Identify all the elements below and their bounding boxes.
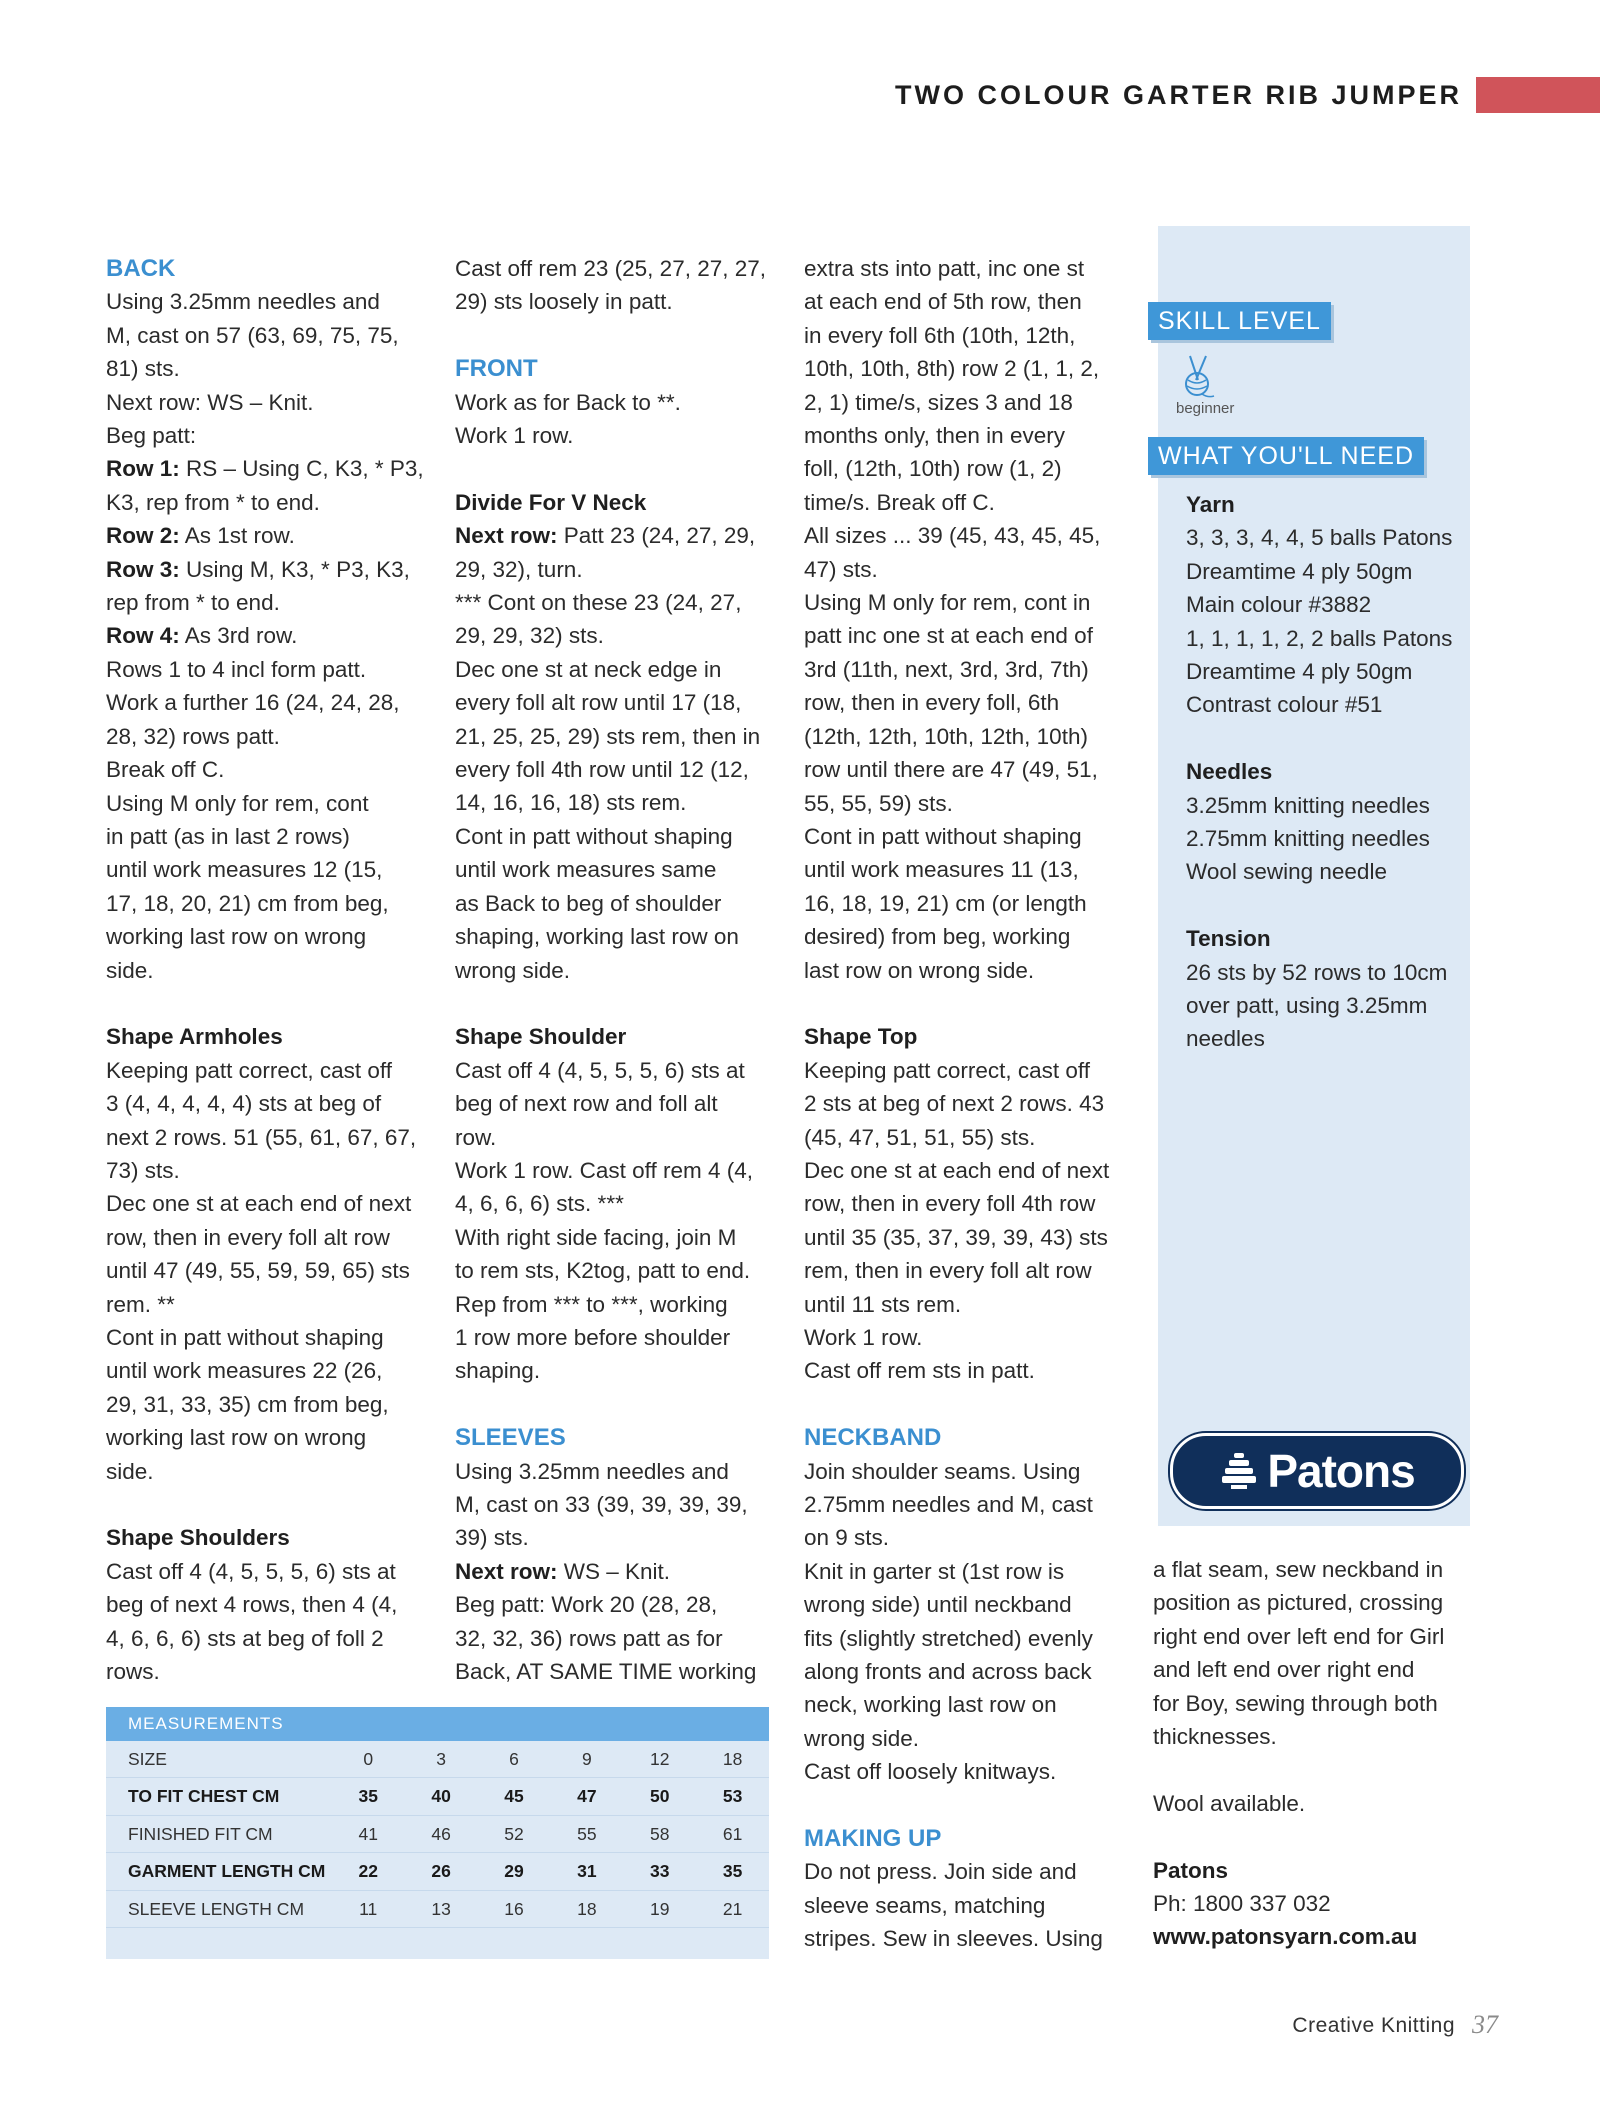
- column-sleeves-neckband: [804, 252, 1124, 1956]
- text-line: a flat seam, sew neckband in: [1153, 1557, 1444, 1582]
- text-line: until work measures 11 (13,: [804, 857, 1079, 883]
- row-instruction: [106, 452, 436, 485]
- cell: 11: [359, 1898, 378, 1919]
- row-label: Row 2:: [106, 523, 180, 549]
- cell: 18: [577, 1898, 597, 1919]
- text-line: row.: [455, 1124, 497, 1150]
- row-instruction: [455, 1555, 785, 1588]
- text-line: Back, AT SAME TIME working: [455, 1659, 757, 1684]
- cell: 61: [722, 1823, 743, 1844]
- text-line: rem. **: [106, 1291, 175, 1317]
- text-line: until 47 (49, 55, 59, 59, 65) sts: [106, 1258, 410, 1284]
- text-line: 4, 6, 6, 6) sts at beg of foll 2: [106, 1625, 384, 1651]
- text-line: Cont in patt without shaping: [804, 823, 1082, 849]
- row-label: FINISHED FIT CM: [128, 1823, 273, 1844]
- text-line: Work a further 16 (24, 24, 28,: [106, 690, 400, 716]
- text-line: desired) from beg, working: [804, 924, 1071, 950]
- cell: 31: [577, 1861, 597, 1882]
- text-line: working last row on wrong: [106, 924, 367, 950]
- cell: 50: [649, 1786, 670, 1807]
- row-label: TO FIT CHEST CM: [128, 1786, 280, 1807]
- cell: 53: [722, 1786, 743, 1807]
- text-line: 3rd (11th, next, 3rd, 3rd, 7th): [804, 656, 1089, 682]
- text-line: Cast off 4 (4, 5, 5, 5, 6) sts at: [106, 1558, 396, 1584]
- text-line: Join shoulder seams. Using: [804, 1458, 1081, 1484]
- text-line: Dreamtime 4 ply 50gm: [1186, 558, 1413, 584]
- text-line: Beg patt:: [106, 423, 197, 449]
- cell: 6: [509, 1749, 519, 1769]
- text-line: Using 3.25mm needles and: [106, 289, 380, 315]
- what-youll-need-tab: WHAT YOU'LL NEED: [1148, 437, 1424, 475]
- logo-wordmark: Patons: [1267, 1445, 1415, 1497]
- text-line: Rep from *** to ***, working: [455, 1291, 728, 1317]
- text-line: beg of next 4 rows, then 4 (4,: [106, 1592, 398, 1618]
- text-line: Work 1 row.: [804, 1324, 923, 1350]
- text-line: 29, 32), turn.: [455, 556, 583, 582]
- text-line: side.: [106, 957, 154, 983]
- text-line: 73) sts.: [106, 1157, 180, 1183]
- cell: 45: [504, 1786, 524, 1807]
- row-label: SLEEVE LENGTH CM: [128, 1898, 305, 1919]
- row-label: Row 3:: [106, 556, 180, 582]
- patons-logo: [1170, 1433, 1464, 1509]
- subheading-shape-shoulders: Shape Shoulders: [106, 1525, 290, 1551]
- text-line: for Boy, sewing through both: [1153, 1690, 1438, 1716]
- text-line: Using 3.25mm needles and: [455, 1458, 729, 1484]
- text-line: K3, rep from * to end.: [106, 489, 320, 515]
- text-line: Cast off 4 (4, 5, 5, 5, 6) sts at: [455, 1057, 745, 1083]
- cell: 29: [504, 1861, 524, 1882]
- measurements-table: [106, 1707, 769, 1959]
- text-line: 2.75mm knitting needles: [1186, 826, 1430, 852]
- text-line: Work 1 row. Cast off rem 4 (4,: [455, 1157, 754, 1183]
- text-line: Cont in patt without shaping: [455, 823, 733, 849]
- text-line: 16, 18, 19, 21) cm (or length: [804, 890, 1087, 916]
- cell: 12: [649, 1749, 670, 1769]
- text-line: until work measures same: [455, 857, 717, 883]
- text-line: wrong side.: [455, 957, 571, 983]
- tension-heading: Tension: [1186, 926, 1271, 952]
- cell: 33: [649, 1861, 670, 1882]
- text-line: row, then in every foll alt row: [106, 1224, 390, 1250]
- text-line: Do not press. Join side and: [804, 1859, 1077, 1885]
- subheading-shape-armholes: Shape Armholes: [106, 1024, 283, 1050]
- row-text: Patt 23 (24, 27, 29,: [557, 523, 756, 549]
- section-heading-back: BACK: [106, 255, 176, 282]
- row-label: Row 1:: [106, 456, 180, 482]
- section-heading-neckband: NECKBAND: [804, 1424, 942, 1452]
- text-line: Beg patt: Work 20 (28, 28,: [455, 1592, 718, 1618]
- text-line: Dec one st at each end of next: [106, 1191, 412, 1217]
- text-line: Keeping patt correct, cast off: [106, 1057, 392, 1083]
- text-line: (12th, 12th, 10th, 12th, 10th): [804, 723, 1088, 749]
- text-line: 32, 32, 36) rows patt as for: [455, 1625, 723, 1651]
- text-line: 17, 18, 20, 21) cm from beg,: [106, 890, 389, 916]
- text-line: Dreamtime 4 ply 50gm: [1186, 659, 1413, 685]
- page-header-title: TWO COLOUR GARTER RIB JUMPER: [895, 80, 1462, 110]
- text-line: in patt (as in last 2 rows): [106, 823, 350, 849]
- text-line: patt inc one st at each end of: [804, 623, 1093, 649]
- text-line: wrong side) until neckband: [804, 1592, 1072, 1618]
- text-line: stripes. Sew in sleeves. Using: [804, 1926, 1103, 1952]
- text-line: foll, (12th, 10th) row (1, 2): [804, 456, 1062, 482]
- company-website[interactable]: www.patonsyarn.com.au: [1153, 1924, 1418, 1950]
- text-line: 21, 25, 25, 29) sts rem, then in: [455, 723, 761, 749]
- text-line: Cast off loosely knitways.: [804, 1759, 1057, 1785]
- text-line: months only, then in every: [804, 423, 1065, 449]
- text-line: 3.25mm knitting needles: [1186, 792, 1430, 818]
- text-line: 47) sts.: [804, 556, 878, 582]
- cell: 9: [581, 1749, 592, 1769]
- text-line: and left end over right end: [1153, 1657, 1415, 1683]
- text-line: Cont in patt without shaping: [106, 1324, 384, 1350]
- yarn-heading: Yarn: [1186, 492, 1235, 517]
- cell: 52: [504, 1823, 524, 1844]
- text-line: Work as for Back to **.: [455, 389, 681, 415]
- text-line: Cast off rem sts in patt.: [804, 1358, 1035, 1384]
- row-instruction: [106, 519, 436, 552]
- row-instruction: [106, 553, 436, 586]
- text-line: to rem sts, K2tog, patt to end.: [455, 1258, 751, 1284]
- text-line: over patt, using 3.25mm: [1186, 993, 1428, 1019]
- text-line: next 2 rows. 51 (55, 61, 67, 67,: [106, 1124, 417, 1150]
- text-line: Knit in garter st (1st row is: [804, 1558, 1065, 1584]
- text-line: until 35 (35, 37, 39, 39, 43) sts: [804, 1224, 1108, 1250]
- cell: 26: [431, 1861, 451, 1882]
- text-line: 2.75mm needles and M, cast: [804, 1492, 1093, 1517]
- row-instruction: [106, 619, 436, 652]
- text-line: 29, 29, 32) sts.: [455, 623, 604, 649]
- text-line: in every foll 6th (10th, 12th,: [804, 322, 1076, 348]
- row-text: As 3rd row.: [179, 623, 298, 649]
- text-line: at each end of 5th row, then: [804, 289, 1082, 315]
- text-line: 29) sts loosely in patt.: [455, 289, 673, 315]
- text-line: rows.: [106, 1659, 160, 1685]
- text-line: on 9 sts.: [804, 1525, 890, 1551]
- section-heading-sleeves: SLEEVES: [455, 1424, 566, 1452]
- row-label: Next row:: [455, 523, 558, 549]
- cell: 13: [431, 1898, 451, 1919]
- text-line: 26 sts by 52 rows to 10cm: [1186, 959, 1448, 985]
- text-line: Cast off rem 23 (25, 27, 27, 27,: [455, 256, 767, 281]
- text-line: beg of next row and foll alt: [455, 1091, 718, 1117]
- text-line: Work 1 row.: [455, 423, 574, 449]
- section-heading-making-up: MAKING UP: [804, 1825, 942, 1853]
- text-line: row until there are 47 (49, 51,: [804, 757, 1098, 783]
- text-line: thicknesses.: [1153, 1724, 1277, 1750]
- column-back: [106, 252, 436, 1688]
- row-text: Using M, K3, * P3, K3,: [179, 556, 410, 582]
- cell: 19: [649, 1898, 670, 1919]
- row-instruction: [455, 519, 785, 552]
- table-row-size: [106, 1741, 769, 1778]
- text-line: 55, 55, 59) sts.: [804, 790, 953, 816]
- needles-heading: Needles: [1186, 759, 1273, 785]
- text-line: row, then in every foll 4th row: [804, 1191, 1096, 1217]
- beehive-icon: [1219, 1451, 1259, 1491]
- text-line: M, cast on 33 (39, 39, 39, 39,: [455, 1491, 748, 1517]
- skill-level-label: beginner: [1176, 400, 1235, 417]
- text-line: until work measures 22 (26,: [106, 1358, 383, 1384]
- text-line: Keeping patt correct, cast off: [804, 1057, 1090, 1083]
- row-label: SIZE: [128, 1749, 167, 1769]
- text-line: shaping, working last row on: [455, 924, 739, 950]
- text-line: until work measures 12 (15,: [106, 857, 383, 883]
- text-line: until 11 sts rem.: [804, 1291, 962, 1317]
- text-line: neck, working last row on: [804, 1692, 1057, 1718]
- subheading-shape-shoulder: Shape Shoulder: [455, 1024, 627, 1050]
- text-line: 39) sts.: [455, 1525, 529, 1551]
- section-heading-front: FRONT: [455, 355, 538, 383]
- text-line: 14, 16, 16, 18) sts rem.: [455, 790, 687, 816]
- text-line: every foll 4th row until 12 (12,: [455, 757, 749, 783]
- text-line: side.: [106, 1458, 154, 1484]
- column-front-sleeves: [455, 252, 785, 1688]
- text-line: 29, 31, 33, 35) cm from beg,: [106, 1391, 389, 1417]
- cell: 18: [722, 1749, 743, 1769]
- text-line: position as pictured, crossing: [1153, 1590, 1444, 1616]
- text-line: 81) sts.: [106, 356, 180, 382]
- text-line: 3, 3, 3, 4, 4, 5 balls Patons: [1186, 525, 1453, 551]
- text-line: 3 (4, 4, 4, 4, 4) sts at beg of: [106, 1091, 382, 1117]
- text-line: along fronts and across back: [804, 1659, 1092, 1685]
- text-line: row, then in every foll, 6th: [804, 690, 1060, 716]
- text-line: working last row on wrong: [106, 1425, 367, 1451]
- subheading-shape-top: Shape Top: [804, 1024, 918, 1050]
- cell: 0: [363, 1749, 374, 1769]
- skill-level-tab: SKILL LEVEL: [1148, 302, 1331, 340]
- row-text: As 1st row.: [179, 523, 295, 549]
- text-line: Next row: WS – Knit.: [106, 389, 314, 415]
- yarn-ball-icon: [1178, 354, 1218, 400]
- text-line: rep from * to end.: [106, 590, 280, 616]
- text-line: All sizes ... 39 (45, 43, 45, 45,: [804, 523, 1101, 549]
- text-line: rem, then in every foll alt row: [804, 1258, 1092, 1284]
- text-line: wrong side.: [804, 1725, 920, 1751]
- text-line: 1 row more before shoulder: [455, 1324, 731, 1350]
- materials-list: [1186, 488, 1466, 1056]
- cell: 21: [722, 1898, 743, 1919]
- text-line: 2 sts at beg of next 2 rows. 43: [804, 1091, 1105, 1117]
- cell: 41: [358, 1823, 378, 1844]
- header-accent-bar: [1476, 77, 1600, 113]
- column-making-up-continued: [1153, 1553, 1473, 1954]
- text-line: 28, 32) rows patt.: [106, 723, 280, 749]
- table-row-chest: [106, 1778, 769, 1815]
- cell: 55: [577, 1823, 597, 1844]
- table-row-sleeve-length: [106, 1891, 769, 1928]
- text-line: Wool sewing needle: [1186, 859, 1387, 885]
- text-line: time/s. Break off C.: [804, 489, 995, 515]
- text-line: Using M only for rem, cont: [106, 790, 369, 816]
- text-line: *** Cont on these 23 (24, 27,: [455, 590, 742, 616]
- row-label: GARMENT LENGTH CM: [128, 1861, 326, 1882]
- text-line: M, cast on 57 (63, 69, 75, 75,: [106, 322, 399, 348]
- publication-name: Creative Knitting: [1292, 2014, 1455, 2037]
- measurements-title: MEASUREMENTS: [106, 1707, 769, 1741]
- text-line: Using M only for rem, cont in: [804, 590, 1091, 616]
- text-line: (45, 47, 51, 51, 55) sts.: [804, 1124, 1036, 1150]
- cell: 3: [436, 1749, 446, 1769]
- text-line: Dec one st at each end of next: [804, 1157, 1110, 1183]
- subheading-divide-v-neck: Divide For V Neck: [455, 489, 647, 515]
- text-line: With right side facing, join M: [455, 1224, 737, 1250]
- cell: 35: [358, 1786, 378, 1807]
- text-line: sleeve seams, matching: [804, 1892, 1046, 1918]
- company-name: Patons: [1153, 1857, 1229, 1883]
- text-line: extra sts into patt, inc one st: [804, 256, 1085, 281]
- company-phone: Ph: 1800 337 032: [1153, 1891, 1331, 1917]
- cell: 47: [577, 1786, 597, 1807]
- text-line: Rows 1 to 4 incl form patt.: [106, 656, 367, 682]
- cell: 22: [358, 1861, 378, 1882]
- cell: 46: [431, 1823, 451, 1844]
- text-line: as Back to beg of shoulder: [455, 890, 722, 916]
- table-row-garment-length: [106, 1853, 769, 1890]
- text-line: every foll alt row until 17 (18,: [455, 690, 742, 716]
- text-line: 2, 1) time/s, sizes 3 and 18: [804, 389, 1073, 415]
- row-text: WS – Knit.: [557, 1558, 671, 1584]
- row-text: RS – Using C, K3, * P3,: [179, 456, 424, 482]
- table-row-finished-fit: [106, 1816, 769, 1853]
- text-line: right end over left end for Girl: [1153, 1623, 1445, 1649]
- row-label: Row 4:: [106, 623, 180, 649]
- text-line: Main colour #3882: [1186, 592, 1372, 618]
- text-line: fits (slightly stretched) evenly: [804, 1625, 1093, 1651]
- wool-availability: Wool available.: [1153, 1790, 1306, 1816]
- row-label: Next row:: [455, 1558, 558, 1584]
- text-line: Dec one st at neck edge in: [455, 656, 722, 682]
- text-line: shaping.: [455, 1358, 541, 1384]
- text-line: Contrast colour #51: [1186, 692, 1383, 718]
- text-line: Break off C.: [106, 757, 225, 783]
- text-line: needles: [1186, 1026, 1265, 1052]
- cell: 16: [504, 1898, 524, 1919]
- cell: 40: [431, 1786, 451, 1807]
- text-line: 1, 1, 1, 1, 2, 2 balls Patons: [1186, 625, 1453, 651]
- text-line: 10th, 10th, 8th) row 2 (1, 1, 2,: [804, 356, 1100, 382]
- cell: 35: [722, 1861, 743, 1882]
- text-line: 4, 6, 6, 6) sts. ***: [455, 1191, 624, 1217]
- page-number: 37: [1472, 2010, 1498, 2039]
- text-line: last row on wrong side.: [804, 957, 1035, 983]
- cell: 58: [649, 1823, 670, 1844]
